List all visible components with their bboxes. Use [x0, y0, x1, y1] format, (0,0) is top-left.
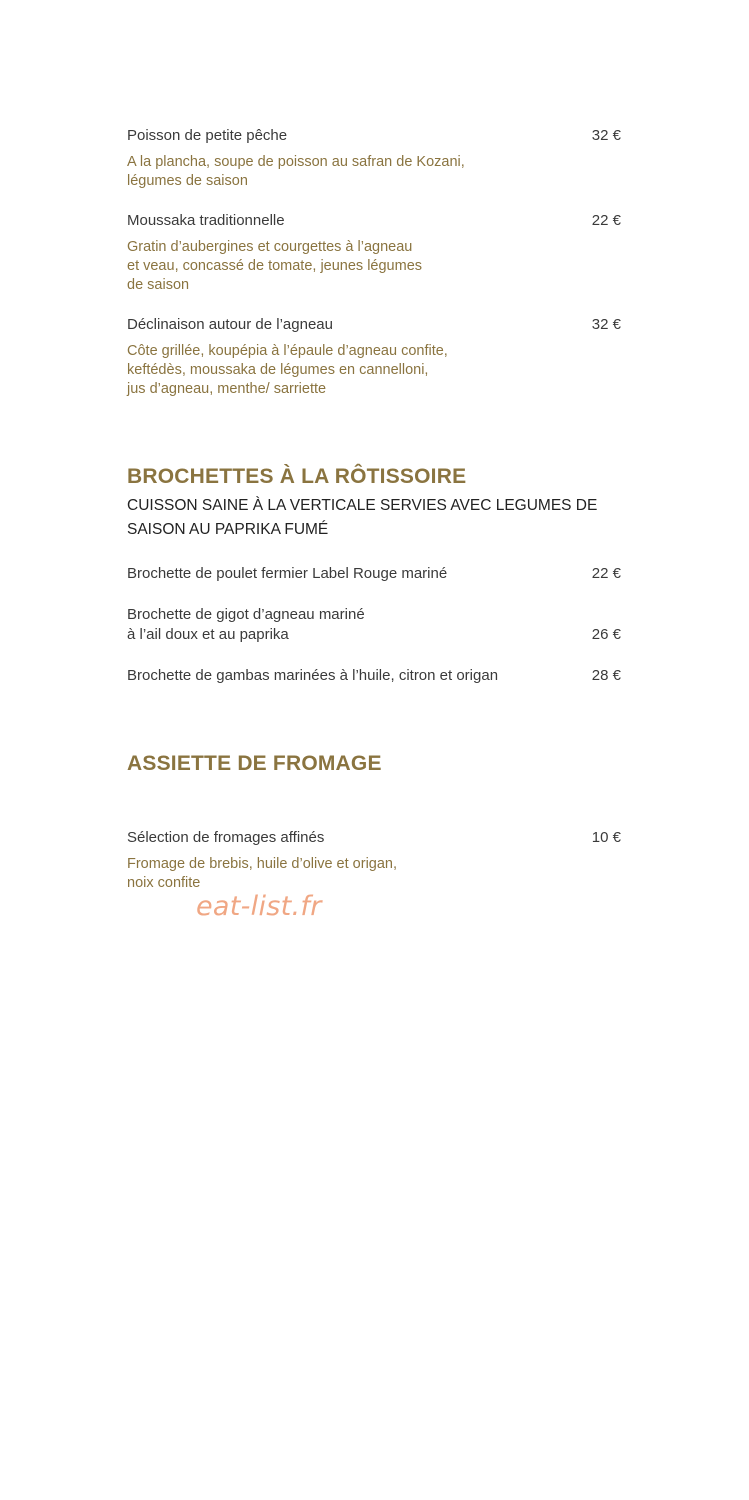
item-description: A la plancha, soupe de poisson au safran de Kozani, légumes de saison [127, 154, 465, 189]
item-price: 32 € [591, 316, 621, 333]
menu-item [127, 828, 621, 893]
menu-item [127, 666, 621, 686]
item-price: 26 € [591, 626, 621, 643]
item-name: Brochette de gambas marinées à l’huile, citron et origan [127, 667, 499, 684]
item-name: Brochette de gigot d’agneau mariné à l’ail doux et au paprika [127, 606, 365, 643]
item-name: Poisson de petite pêche [127, 127, 288, 144]
menu-item [127, 564, 621, 584]
item-name: Déclinaison autour de l’agneau [127, 316, 333, 333]
item-name: Sélection de fromages affinés [127, 829, 325, 846]
menu-item [127, 605, 621, 645]
item-name: Moussaka traditionnelle [127, 212, 285, 229]
item-price: 32 € [591, 127, 621, 144]
item-price: 22 € [591, 565, 621, 582]
menu-item [127, 211, 621, 295]
section-title-fromage: ASSIETTE DE FROMAGE [127, 752, 382, 775]
item-description: Côte grillée, koupépia à l’épaule d’agneau confite, keftédès, moussaka de légumes en cannelloni, jus d’agneau, menthe/ sarriette [127, 343, 448, 397]
item-name: Brochette de poulet fermier Label Rouge mariné [127, 565, 448, 582]
item-price: 28 € [591, 667, 621, 684]
section-subtitle-brochettes: CUISSON SAINE À LA VERTICALE SERVIES AVEC LEGUMES DE SAISON AU PAPRIKA FUMÉ [127, 497, 598, 538]
item-price: 10 € [591, 829, 621, 846]
item-description: Fromage de brebis, huile d’olive et origan, noix confite [127, 856, 398, 891]
section-title-brochettes: BROCHETTES À LA RÔTISSOIRE [127, 465, 467, 488]
item-price: 22 € [591, 212, 621, 229]
watermark-logo: eat-list.fr [196, 891, 322, 922]
menu-item [127, 126, 621, 191]
item-description: Gratin d’aubergines et courgettes à l’agneau et veau, concassé de tomate, jeunes légumes de saison [127, 239, 423, 293]
menu-item [127, 315, 621, 399]
